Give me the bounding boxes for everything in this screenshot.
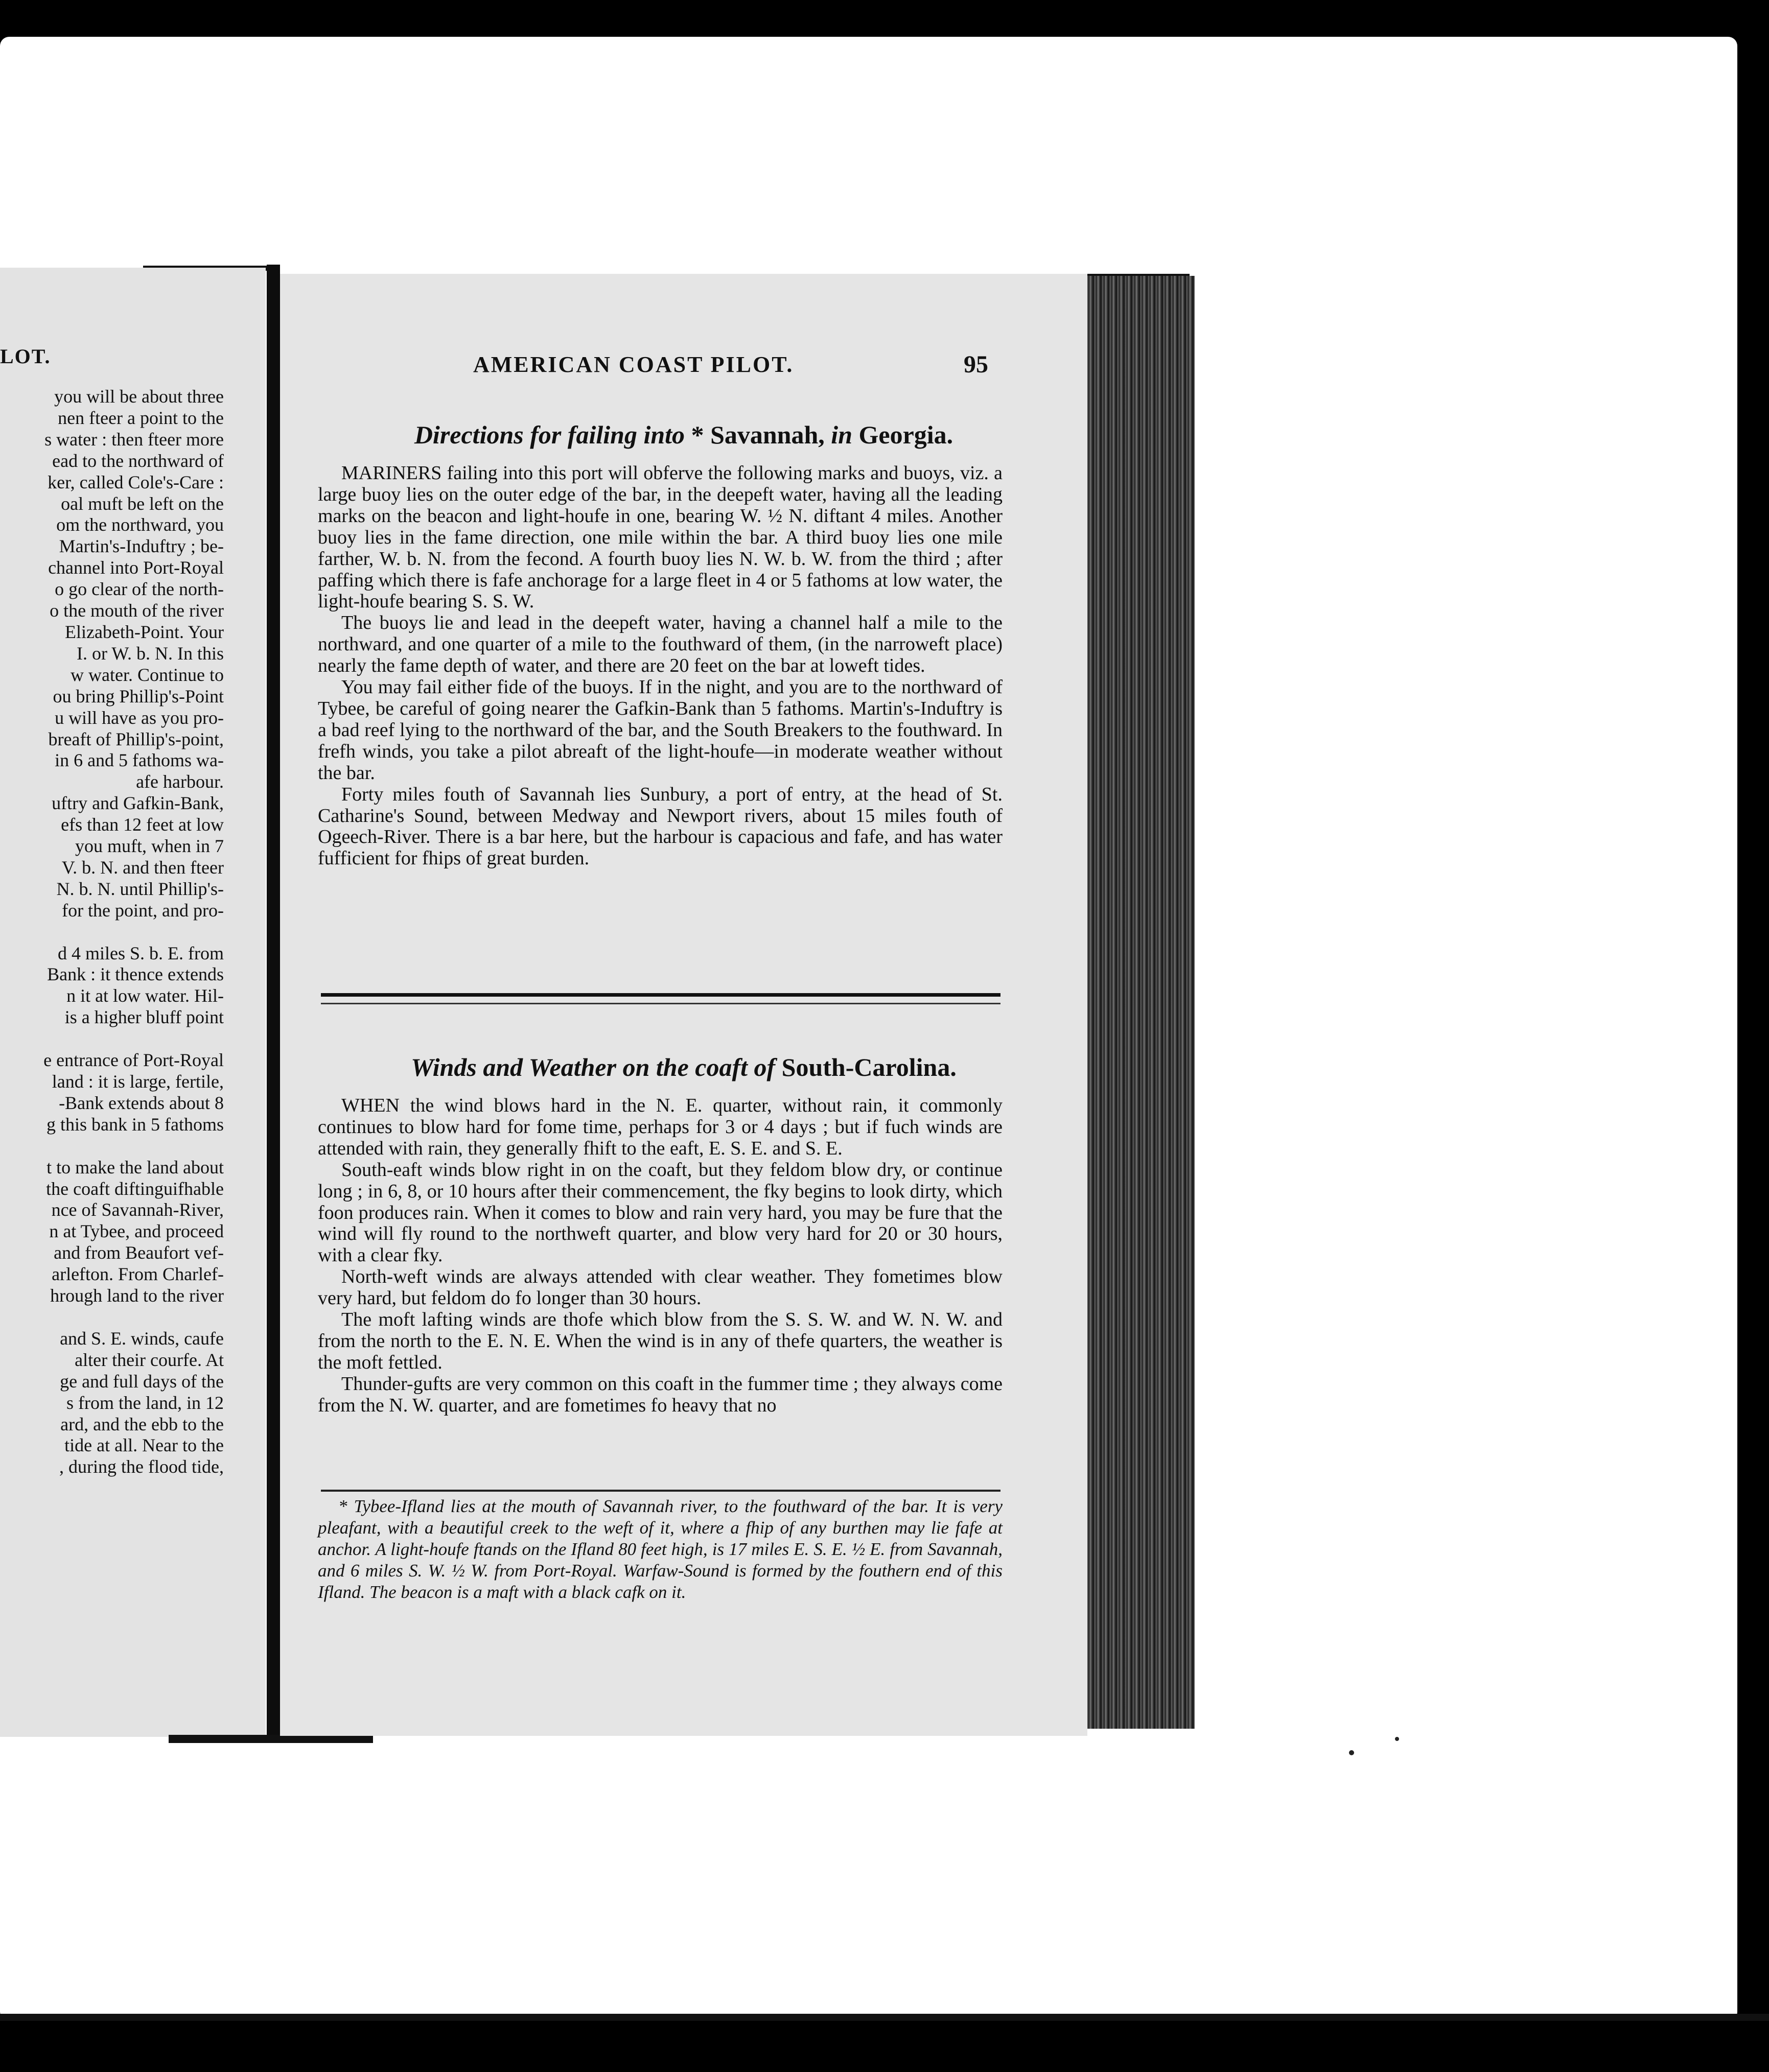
left-page-line: N. b. N. until Phillip's- [56,878,224,899]
left-page-line: ker, called Cole's-Care : [48,472,224,492]
left-page-line: s water : then fteer more [44,429,224,450]
left-page-line: Bank : it thence extends [47,964,224,985]
left-page-line [0,922,224,943]
title-place: South-Carolina. [781,1053,957,1081]
left-page-line: breaft of Phillip's-point, [48,728,224,749]
left-page-line: ard, and the ebb to the [60,1414,224,1434]
left-page-line: Elizabeth-Point. Your [65,621,224,642]
left-page-line: land : it is large, fertile, [52,1071,224,1092]
paragraph: Thunder-gufts are very common on this coaft in the fummer time ; they always come from the N. W. quarter, and are fometimes fo heavy that no [318,1373,1003,1416]
left-page-line: and S. E. winds, caufe [60,1328,224,1349]
left-page-line: -Bank extends about 8 [59,1092,224,1113]
left-page-line [0,1307,224,1328]
paragraph: MARINERS failing into this port will obferve the following marks and buoys, viz. a large buoy lies on the outer edge of the bar, in the deepeft water, having all the leading marks on the beacon and light-houfe in one, bearing W. ½ N. diftant 4 miles. Another buoy lies in the fame direction, one mile within the bar. A third buoy lies one mile farther, W. b. N. from the fecond. A fourth buoy lies N. W. b. W. from the third ; after paffing which there is fafe anchorage for a large fleet in 4 or 5 fathoms at low water, the light-houfe bearing S. S. W. [318,462,1003,613]
left-page-line: w water. Continue to [71,664,224,685]
section-title-winds [280,1052,1087,1082]
left-page-line: d 4 miles S. b. E. from [58,943,224,963]
left-page-line: uftry and Gafkin-Bank, [52,793,224,814]
left-page-line: for the point, and pro- [62,900,224,921]
paragraph: The buoys lie and lead in the deepeft water, having a channel half a mile to the northward, and one quarter of a mile to the fouthward of them, (in the narroweft place) nearly the fame depth of water, and there are 20 feet on the bar at loweft tides. [318,612,1003,677]
left-page-line: in 6 and 5 fathoms wa- [55,750,224,771]
left-page-line: n at Tybee, and proceed [49,1221,224,1242]
title-place: Savannah, [710,420,825,449]
previous-page-fragment [0,268,266,1737]
running-head: AMERICAN COAST PILOT. [473,352,794,377]
left-page-line: , during the flood tide, [59,1456,224,1477]
left-running-head: LOT. [0,345,51,368]
left-page-line: u will have as you pro- [55,707,224,728]
paragraph: North-weft winds are always attended with clear weather. They fometimes blow very hard, but feldom do fo longer than 30 hours. [318,1266,1003,1309]
left-page-line: nen fteer a point to the [58,407,224,428]
left-page-line: channel into Port-Royal [48,557,224,578]
title-in: in [831,420,852,449]
left-page-line: e entrance of Port-Royal [43,1050,224,1071]
scan-speck [1349,1750,1354,1755]
title-state: Georgia. [858,420,953,449]
left-page-line: you muft, when in 7 [75,836,224,857]
paragraph: Forty miles fouth of Savannah lies Sunbury, a port of entry, at the head of St. Catharine's Sound, between Medway and Newport rivers, about 15 miles fouth of Ogeech-River. There is a bar here, but the harbour is capacious and fafe, and has water fufficient for fhips of great burden. [318,783,1003,869]
left-page-line: tide at all. Near to the [64,1435,224,1456]
left-page-line: and from Beaufort vef- [54,1242,224,1263]
left-page-line: nce of Savannah-River, [51,1199,224,1220]
left-page-line: ge and full days of the [60,1371,224,1392]
title-italic-part: Winds and Weather on the coaft of [411,1053,776,1081]
paragraph: WHEN the wind blows hard in the N. E. quarter, without rain, it commonly continues to blow hard for fome time, perhaps for 3 or 4 days ; but if fuch winds are attended with rain, they generally fhift to the eaft, E. S. E. and S. E. [318,1095,1003,1159]
left-page-line: Martin's-Induftry ; be- [59,536,224,557]
left-page-bottom-edge [169,1735,373,1743]
left-page-line: o go clear of the north- [55,579,224,600]
left-page-line: om the northward, you [56,514,224,535]
left-page-line: arlefton. From Charlef- [52,1264,224,1285]
paragraph: The moft lafting winds are thofe which blow from the S. S. W. and W. N. W. and from the north to the E. N. E. When the wind is in any of thefe quarters, the weather is the moft fettled. [318,1309,1003,1373]
footnote-text: * Tybee-Ifland lies at the mouth of Savannah river, to the fouthward of the bar. It is very pleafant, with a beautiful creek to the weft of it, where a fhip of any burthen may lie fafe at anchor. A light-houfe ftands on the Ifland 80 feet high, is 17 miles E. S. E. ½ E. from Savannah, and 6 miles S. W. ½ W. from Port-Royal. Warfaw-Sound is formed by the fouthern end of this Ifland. The beacon is a maft with a black cafk on it. [318,1496,1003,1602]
left-page-line: o the mouth of the river [50,600,224,621]
section-body-winds [318,1095,1003,1417]
left-page-line: efs than 12 feet at low [61,814,224,835]
left-page-line: alter their courfe. At [75,1349,224,1370]
book-gutter [267,265,280,1737]
left-page-line: I. or W. b. N. In this [77,643,224,664]
left-page-line [0,1028,224,1050]
left-page-line: is a higher bluff point [64,1007,224,1028]
left-page-line: g this bank in 5 fathoms [46,1114,224,1135]
left-page-line: hrough land to the river [50,1285,224,1306]
section-title-savannah [280,420,1087,450]
paragraph: You may fail either fide of the buoys. If in the night, and you are to the northward of Tybee, be careful of going nearer the Gafkin-Bank than 5 fathoms. Martin's-Induftry is a bad reef lying to the northward of the bar, and the South Breakers to the fouthward. In frefh winds, you take a pilot abreaft of the light-houfe—in moderate weather without the bar. [318,676,1003,784]
footnote [318,1496,1003,1603]
book-page-edges [1087,276,1195,1729]
left-page-line: afe harbour. [136,771,224,792]
left-page-line: the coaft diftinguifhable [46,1178,224,1199]
scan-bottom-edge [0,2014,1769,2021]
footnote-star: * [691,420,704,449]
left-page-line [0,1136,224,1157]
left-page-line: V. b. N. and then fteer [61,857,224,878]
scan-bottom-border [0,2021,1769,2072]
page-number: 95 [964,351,988,378]
left-page-line: ead to the northward of [52,450,224,471]
section-body-savannah [318,463,1003,869]
paragraph: South-eaft winds blow right in on the coaft, but they feldom blow dry, or continue long ; in 6, 8, or 10 hours after their commencement, the fky begins to look dirty, which foon produces rain. When it comes to blow and rain very hard, you may be fure that the wind will fly round to the northweft quarter, and blow very hard for 20 or 30 hours, with a clear fky. [318,1159,1003,1266]
left-page-line: oal muft be left on the [61,493,224,514]
left-page-line: s from the land, in 12 [66,1392,224,1413]
page-95 [280,274,1087,1736]
left-page-text [0,386,224,1478]
title-italic-part: Directions for failing into [414,420,685,449]
left-page-line: n it at low water. Hil- [66,985,224,1006]
left-page-line: t to make the land about [46,1157,224,1178]
footnote-rule [321,1490,1000,1492]
scan-speck [1395,1737,1399,1741]
left-page-line: ou bring Phillip's-Point [53,686,224,707]
left-page-line: you will be about three [54,386,224,407]
section-divider [321,993,1000,1004]
